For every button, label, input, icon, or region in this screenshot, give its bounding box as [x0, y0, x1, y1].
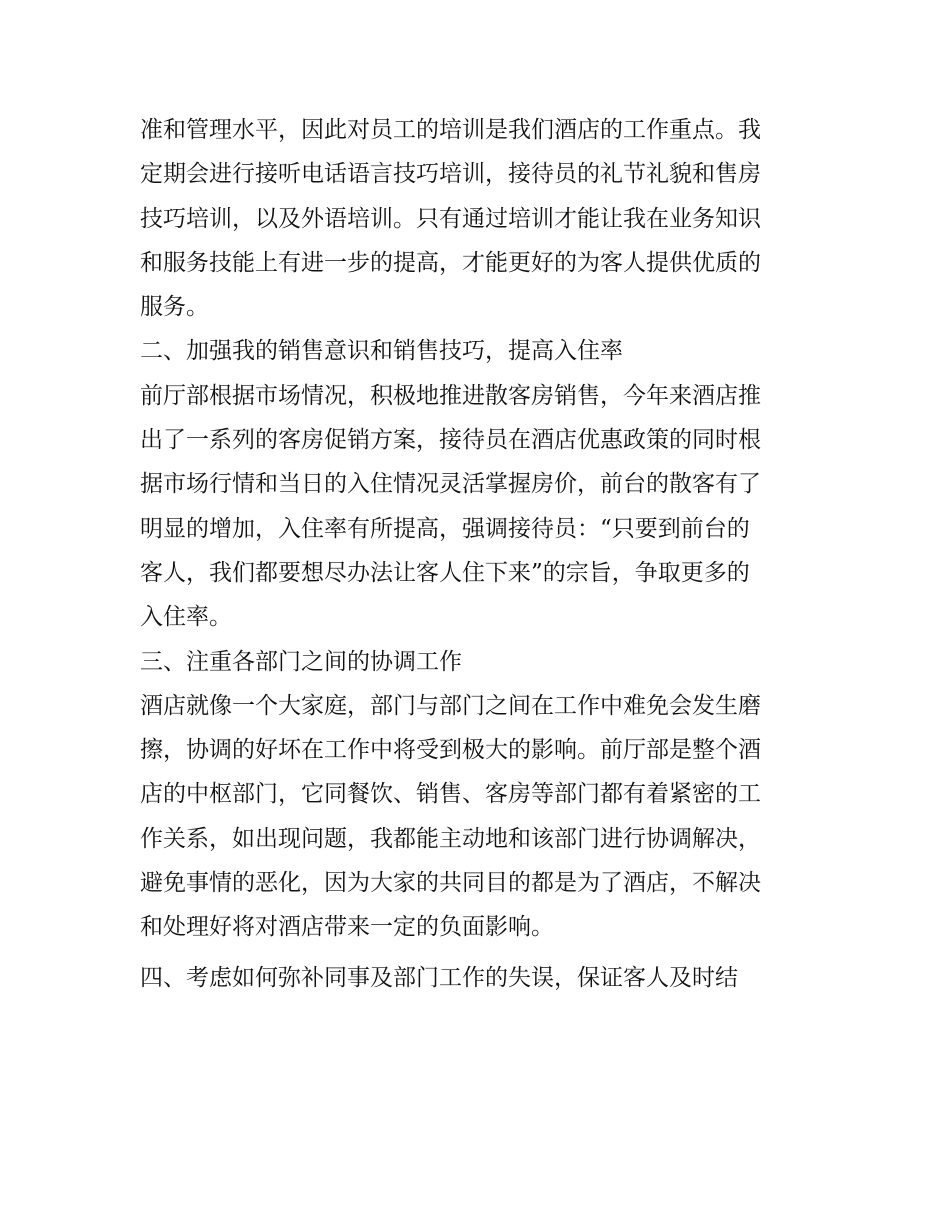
text-line-8: 出了一系列的客房促销方案，接待员在酒店优惠政策的同时根: [140, 427, 761, 454]
text-line-11: 客人，我们都要想尽办法让客人住下来”的宗旨，争取更多的: [140, 559, 750, 586]
text-line-15: 擦，协调的好坏在工作中将受到极大的影响。前厅部是整个酒: [140, 737, 761, 764]
text-line-7: 前厅部根据市场情况，积极地推进散客房销售，今年来酒店推: [140, 382, 761, 409]
section-heading-4: 四、考虑如何弥补同事及部门工作的失误，保证客人及时结: [140, 964, 738, 991]
text-line-14: 酒店就像一个大家庭，部门与部门之间在工作中难免会发生磨: [140, 692, 761, 719]
text-line-1: 准和管理水平，因此对员工的培训是我们酒店的工作重点。我: [140, 117, 761, 143]
text-line-4: 和服务技能上有进一步的提高，才能更好的为客人提供优质的: [140, 249, 761, 276]
section-heading-2: 二、加强我的销售意识和销售技巧，提高入住率: [140, 338, 623, 365]
text-line-17: 作关系，如出现问题，我都能主动地和该部门进行协调解决，: [140, 825, 761, 852]
document-body: [140, 108, 830, 1000]
text-line-9: 据市场行情和当日的入住情况灵活掌握房价，前台的散客有了: [140, 471, 761, 498]
text-line-5: 服务。: [140, 294, 209, 321]
text-line-2: 定期会进行接听电话语言技巧培训，接待员的礼节礼貌和售房: [140, 161, 761, 188]
section-heading-3: 三、注重各部门之间的协调工作: [140, 648, 462, 675]
text-line-16: 店的中枢部门，它同餐饮、销售、客房等部门都有着紧密的工: [140, 781, 761, 808]
text-line-12: 入住率。: [140, 604, 232, 631]
text-line-18: 避免事情的恶化，因为大家的共同目的都是为了酒店，不解决: [140, 870, 761, 897]
text-line-19: 和处理好将对酒店带来一定的负面影响。: [140, 914, 554, 941]
text-line-10: 明显的增加，入住率有所提高，强调接待员：“只要到前台的: [140, 515, 750, 542]
text-line-3: 技巧培训，以及外语培训。只有通过培训才能让我在业务知识: [140, 205, 761, 232]
